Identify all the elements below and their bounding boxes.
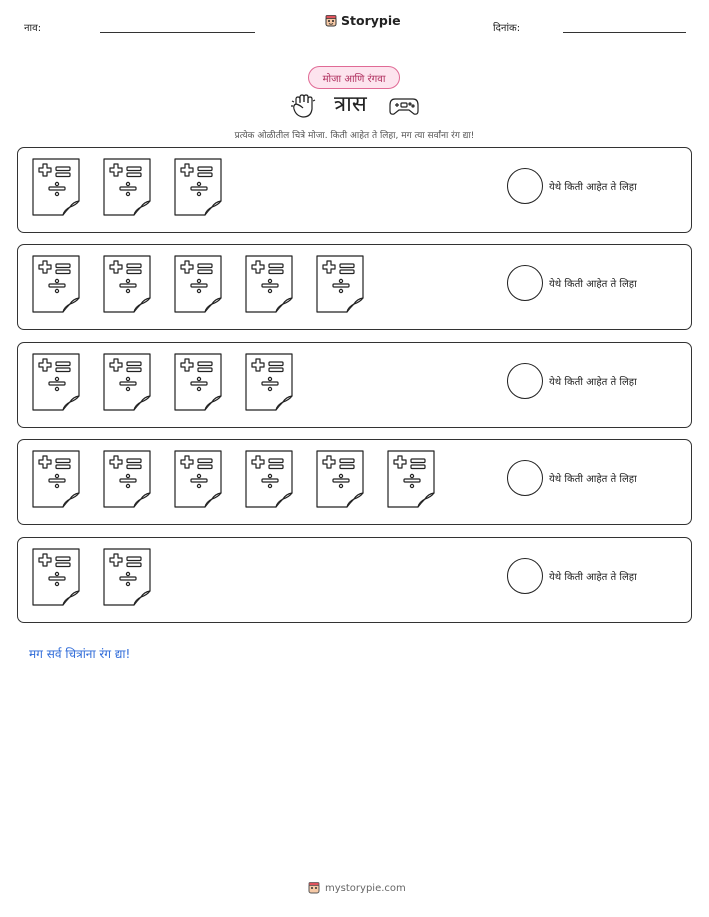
brand-name: Storypie (341, 13, 401, 28)
math-worksheet-icon (101, 352, 153, 412)
fist-icon (290, 92, 318, 120)
name-field-line[interactable] (100, 32, 255, 33)
title-row (290, 90, 422, 122)
worksheet-title: त्रास (334, 92, 367, 117)
math-worksheet-icon (172, 157, 224, 217)
math-worksheet-icon (314, 254, 366, 314)
math-worksheet-icon (30, 352, 82, 412)
math-worksheet-icon (243, 254, 295, 314)
activity-badge: मोजा आणि रंगवा (308, 66, 400, 89)
site-url: mystorypie.com (325, 882, 406, 894)
answer-prompt: येथे किती आहेत ते लिहा (549, 182, 637, 193)
date-label: दिनांक: (493, 23, 521, 34)
answer-circle[interactable] (507, 265, 543, 301)
instructions: प्रत्येक ओळीतील चित्रे मोजा. किती आहेत ते लिहा, मग त्या सर्वांना रंग द्या! (234, 131, 475, 141)
name-label: नाव: (24, 23, 42, 34)
date-field-line[interactable] (563, 32, 686, 33)
math-worksheet-icon (243, 352, 295, 412)
math-worksheet-icon (30, 449, 82, 509)
answer-prompt: येथे किती आहेत ते लिहा (549, 279, 637, 290)
math-worksheet-icon (101, 449, 153, 509)
math-worksheet-icon (243, 449, 295, 509)
counting-row-5 (17, 537, 692, 623)
counting-row-4 (17, 439, 692, 525)
answer-prompt: येथे किती आहेत ते लिहा (549, 377, 637, 388)
storypie-mascot-icon (307, 881, 321, 895)
site-footer (307, 881, 406, 895)
math-worksheet-icon (172, 254, 224, 314)
math-worksheet-icon (101, 547, 153, 607)
math-worksheet-icon (385, 449, 437, 509)
math-worksheet-icon (30, 547, 82, 607)
answer-circle[interactable] (507, 168, 543, 204)
math-worksheet-icon (30, 157, 82, 217)
math-worksheet-icon (172, 449, 224, 509)
answer-prompt: येथे किती आहेत ते लिहा (549, 474, 637, 485)
math-worksheet-icon (101, 254, 153, 314)
answer-circle[interactable] (507, 460, 543, 496)
brand-logo (324, 13, 401, 28)
answer-circle[interactable] (507, 558, 543, 594)
math-worksheet-icon (172, 352, 224, 412)
counting-row-3 (17, 342, 692, 428)
math-worksheet-icon (101, 157, 153, 217)
math-worksheet-icon (314, 449, 366, 509)
counting-row-1 (17, 147, 692, 233)
game-controller-icon (388, 95, 420, 117)
footer-instruction: मग सर्व चित्रांना रंग द्या! (29, 647, 131, 661)
counting-row-2 (17, 244, 692, 330)
answer-prompt: येथे किती आहेत ते लिहा (549, 572, 637, 583)
math-worksheet-icon (30, 254, 82, 314)
storypie-mascot-icon (324, 14, 338, 28)
answer-circle[interactable] (507, 363, 543, 399)
